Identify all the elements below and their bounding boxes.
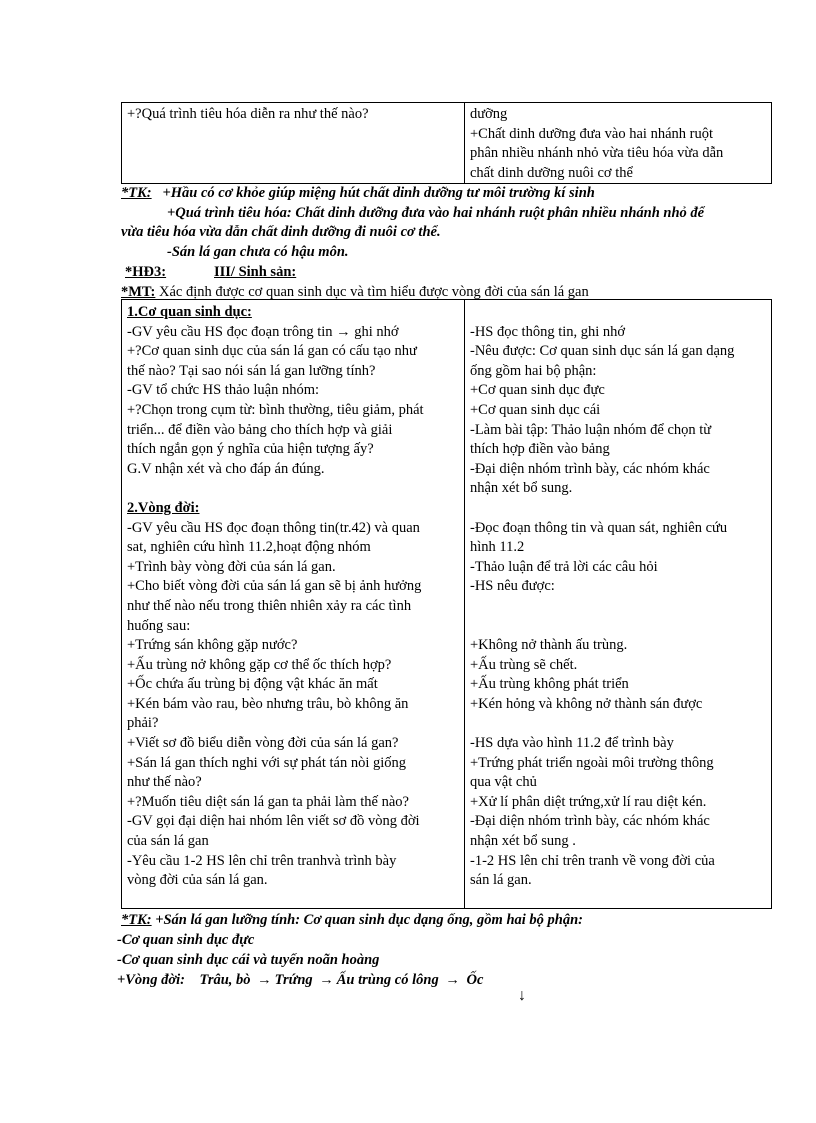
text-line: +?Chọn trong cụm từ: bình thường, tiêu giảm, phát	[127, 401, 424, 418]
text-line: -HS nêu được:	[470, 578, 555, 595]
text-line: thích hợp điền vào bảng	[470, 441, 610, 458]
tk2-label: *TK:	[121, 912, 152, 928]
text-line: +Kén hỏng và không nở thành sán được	[470, 695, 703, 712]
table-1	[121, 102, 772, 184]
arrow-right-icon: →	[319, 972, 334, 988]
text-line: +?Cơ quan sinh dục của sán lá gan có cấu tạo như	[127, 343, 417, 360]
text-line: +Ấu trùng sẽ chết.	[470, 656, 578, 673]
mt-label: *MT:	[121, 284, 156, 300]
text-line: +?Quá trình tiêu hóa diễn ra như thế nào?	[127, 106, 369, 122]
text-line: +Cơ quan sinh dục cái	[470, 401, 601, 418]
hd3-title: III/ Sinh sản:	[214, 264, 297, 280]
text-line: phải?	[127, 715, 159, 732]
text-line: +Không nở thành ấu trùng.	[470, 637, 628, 654]
text-line: -GV tổ chức HS thảo luận nhóm:	[127, 382, 320, 399]
table-1-right-cell	[470, 105, 723, 183]
text-line	[470, 597, 734, 617]
text-line: -Đại diện nhóm trình bày, các nhóm khác	[470, 813, 710, 830]
text-line: -1-2 HS lên chỉ trên tranh về vong đời của	[470, 852, 715, 869]
tk2-cycle	[117, 971, 483, 991]
text-line: +Ấu trùng nở không gặp cơ thể ốc thích hợp?	[127, 656, 392, 673]
text-line: -GV yêu cầu HS đọc đoạn trông tin → ghi nhớ	[127, 323, 399, 340]
text-line: +Kén bám vào rau, bèo nhưng trâu, bò không ăn	[127, 695, 409, 712]
text-line: sat, nghiên cứu hình 11.2,hoạt động nhóm	[127, 539, 371, 556]
text-line	[470, 714, 734, 734]
text-line: -HS dựa vào hình 11.2 để trình bày	[470, 735, 674, 752]
tk1-text-1: +Hầu có cơ khỏe giúp miệng hút chất dinh dưỡng tư môi trường kí sinh	[162, 185, 595, 201]
table-1-divider	[464, 103, 465, 183]
text-line: -Đại diện nhóm trình bày, các nhóm khác	[470, 460, 710, 477]
arrow-right-icon: →	[257, 972, 272, 988]
text-line: nhận xét bổ sung .	[470, 833, 576, 850]
text-line: -Nêu được: Cơ quan sinh dục sán lá gan dạng	[470, 343, 735, 360]
text-line: +Cơ quan sinh dục đực	[470, 382, 605, 399]
text-line: chất dinh dưỡng nuôi cơ thể	[470, 164, 633, 181]
text-line: -GV gọi đại diện hai nhóm lên viết sơ đồ vòng đời	[127, 813, 420, 830]
text-line: -HS đọc thông tin, ghi nhớ	[470, 323, 626, 340]
section-heading: 1.Cơ quan sinh dục:	[127, 304, 252, 320]
text-line: +Viết sơ đồ biểu diễn vòng đời của sán lá gan?	[127, 735, 399, 752]
text-line: +Sán lá gan thích nghi với sự phát tán nòi giống	[127, 754, 407, 771]
hd3-label-text: *HĐ3:	[125, 264, 167, 280]
table-1-left-cell	[127, 105, 369, 125]
text-line: như thế nào nếu trong thiên nhiên xảy ra các tình	[127, 597, 412, 614]
text-line: nhận xét bổ sung.	[470, 480, 573, 497]
text-line: -Thảo luận để trả lời các câu hỏi	[470, 558, 658, 575]
text-line: thế nào? Tại sao nói sán lá gan lưỡng tính?	[127, 362, 376, 379]
text-line	[470, 499, 734, 519]
mt-text: Xác định được cơ quan sinh dục và tìm hiểu được vòng đời của sán lá gan	[159, 284, 589, 300]
hd3-label	[125, 263, 166, 283]
tk1-line3: vừa tiêu hóa vừa dẫn chất dinh dưỡng đi nuôi cơ thể.	[121, 224, 441, 240]
tk1-line1	[121, 184, 595, 204]
text-line: của sán lá gan	[127, 833, 209, 850]
text-line: +Cho biết vòng đời của sán lá gan sẽ bị ảnh hưởng	[127, 578, 422, 595]
text-line: hình 11.2	[470, 539, 525, 556]
text-line: phân nhiều nhánh nhỏ vừa tiêu hóa vừa dẫn	[470, 145, 724, 162]
text-line: -Làm bài tập: Thảo luận nhóm để chọn từ	[470, 421, 712, 438]
tk1-line2: +Quá trình tiêu hóa: Chất dinh dưỡng đưa vào hai nhánh ruột phân nhiều nhánh nhỏ để	[167, 205, 705, 221]
text-line: -GV yêu cầu HS đọc đoạn thông tin(tr.42) và quan	[127, 519, 420, 536]
text-line: thích ngắn gọn ý nghĩa của hiện tượng ấy?	[127, 441, 374, 458]
text-line: triển... để điền vào bảng cho thích hợp và giải	[127, 421, 393, 438]
tk1-label: *TK:	[121, 185, 152, 201]
text-line: sán lá gan.	[470, 872, 532, 889]
text-line: +Ấu trùng không phát triển	[470, 676, 629, 693]
text-line: G.V nhận xét và cho đáp án đúng.	[127, 460, 325, 477]
table-2	[121, 299, 772, 909]
tk2-line1	[121, 911, 583, 931]
text-line: +Xử lí phân diệt trứng,xử lí rau diệt kén.	[470, 793, 707, 810]
text-line	[127, 479, 424, 499]
text-line: dưỡng	[470, 106, 508, 122]
text-line: +?Muốn tiêu diệt sán lá gan ta phải làm thế nào?	[127, 793, 409, 810]
text-line: như thế nào?	[127, 774, 202, 791]
cycle-larva: Ấu trùng có lông	[336, 972, 439, 988]
cycle-snail: Ốc	[466, 972, 484, 988]
tk2-text-1: +Sán lá gan lưỡng tính: Cơ quan sinh dục dạng ống, gồm hai bộ phận:	[155, 912, 584, 928]
text-line: -Đọc đoạn thông tin và quan sát, nghiên cứu	[470, 519, 728, 536]
cycle-label: +Vòng đời:	[117, 972, 186, 988]
text-line: -Yêu cầu 1-2 HS lên chỉ trên tranhvà trình bày	[127, 852, 397, 869]
text-line: ống gồm hai bộ phận:	[470, 362, 597, 379]
text-line	[470, 303, 734, 323]
text-line: +Trình bày vòng đời của sán lá gan.	[127, 558, 336, 575]
cycle-host: Trâu, bò	[199, 972, 251, 988]
tk1-line4: -Sán lá gan chưa có hậu môn.	[167, 244, 349, 260]
text-line: +Chất dinh dưỡng đưa vào hai nhánh ruột	[470, 125, 713, 142]
text-line	[470, 617, 734, 637]
text-line: +Trứng phát triển ngoài môi trường thông	[470, 754, 714, 771]
table-2-right-cell	[470, 303, 734, 891]
tk2-line2: -Cơ quan sinh dục đực	[117, 932, 255, 948]
text-line: qua vật chủ	[470, 774, 537, 791]
arrow-right-icon: →	[445, 972, 460, 988]
tk2-line3: -Cơ quan sinh dục cái và tuyến noãn hoàng	[117, 952, 380, 968]
section-heading: 2.Vòng đời:	[127, 499, 200, 516]
text-line: vòng đời của sán lá gan.	[127, 872, 268, 889]
table-2-divider	[464, 300, 465, 908]
arrow-down-icon: ↓	[518, 987, 526, 1004]
table-2-left-cell	[127, 303, 424, 891]
text-line: +Trứng sán không gặp nước?	[127, 637, 298, 654]
cycle-egg: Trứng	[274, 972, 313, 988]
text-line: huống sau:	[127, 617, 191, 634]
text-line: +Ốc chứa ấu trùng bị động vật khác ăn mất	[127, 676, 378, 693]
